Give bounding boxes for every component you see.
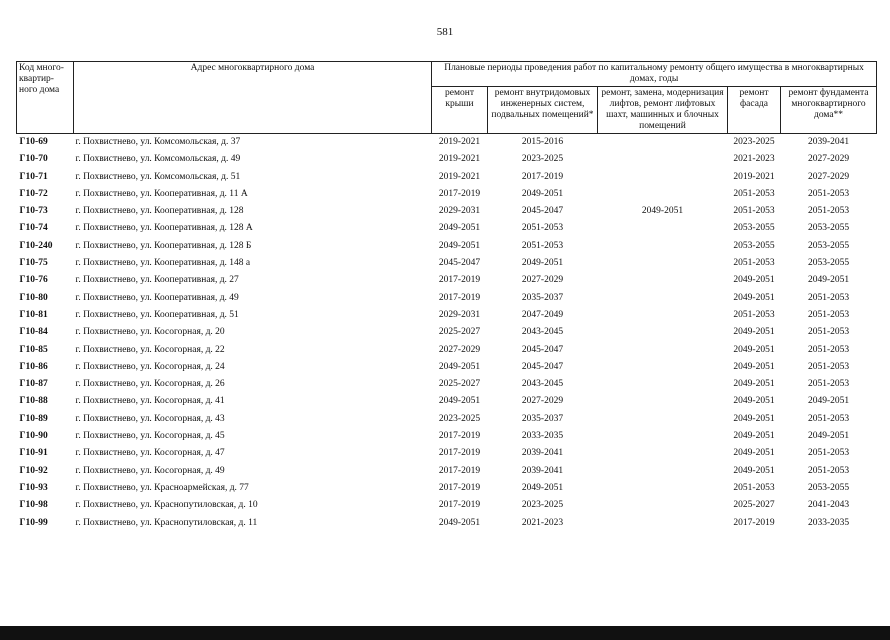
lifts-period-cell bbox=[598, 324, 728, 341]
table-row bbox=[17, 411, 877, 428]
address-cell: г. Похвистнево, ул. Краснопутиловская, д. 11 bbox=[75, 517, 258, 528]
house-code-cell: Г10-84 bbox=[19, 327, 48, 338]
systems-period-cell: 2027-2029 bbox=[521, 275, 564, 286]
facade-period-cell: 2049-2051 bbox=[733, 379, 775, 390]
facade-period-cell: 2049-2051 bbox=[733, 275, 775, 286]
lifts-period-cell bbox=[598, 307, 728, 324]
facade-period-cell: 2053-2055 bbox=[733, 223, 775, 234]
systems-period-cell: 2043-2045 bbox=[521, 379, 564, 390]
systems-period-cell: 2035-2037 bbox=[521, 292, 564, 303]
address-cell: г. Похвистнево, ул. Косогорная, д. 49 bbox=[75, 465, 225, 476]
systems-period-cell: 2051-2053 bbox=[521, 223, 564, 234]
table-body bbox=[17, 134, 877, 532]
facade-period-cell: 2023-2025 bbox=[733, 137, 775, 147]
house-code-cell: Г10-69 bbox=[19, 137, 48, 147]
foundation-period-cell: 2027-2029 bbox=[807, 171, 850, 182]
address-cell: г. Похвистнево, ул. Кооперативная, д. 27 bbox=[75, 275, 239, 286]
facade-period-cell: 2051-2053 bbox=[733, 309, 775, 320]
systems-period-cell: 2049-2051 bbox=[521, 482, 564, 493]
lifts-period-cell bbox=[598, 515, 728, 532]
systems-period-cell: 2047-2049 bbox=[521, 309, 564, 320]
address-cell: г. Похвистнево, ул. Комсомольская, д. 49 bbox=[75, 154, 241, 165]
table-row bbox=[17, 169, 877, 186]
systems-period-cell: 2049-2051 bbox=[521, 188, 564, 199]
address-cell: г. Похвистнево, ул. Комсомольская, д. 51 bbox=[75, 171, 241, 182]
systems-period-cell: 2021-2023 bbox=[521, 517, 564, 528]
roof-period-cell: 2017-2019 bbox=[438, 275, 481, 286]
lifts-period-cell bbox=[598, 290, 728, 307]
foundation-period-cell: 2051-2053 bbox=[807, 379, 850, 390]
lifts-period-cell bbox=[598, 134, 728, 152]
roof-period-cell: 2045-2047 bbox=[438, 258, 481, 269]
table-row bbox=[17, 186, 877, 203]
systems-period-cell: 2035-2037 bbox=[521, 413, 564, 424]
roof-period-cell: 2029-2031 bbox=[438, 309, 481, 320]
address-cell: г. Похвистнево, ул. Косогорная, д. 47 bbox=[75, 448, 225, 459]
foundation-period-cell: 2051-2053 bbox=[807, 327, 850, 338]
table-row bbox=[17, 393, 877, 410]
facade-period-cell: 2053-2055 bbox=[733, 240, 775, 251]
house-code-cell: Г10-93 bbox=[19, 482, 48, 493]
address-cell: г. Похвистнево, ул. Косогорная, д. 24 bbox=[75, 361, 225, 372]
lifts-period-cell bbox=[598, 497, 728, 514]
roof-period-cell: 2049-2051 bbox=[438, 240, 481, 251]
foundation-period-cell: 2051-2053 bbox=[807, 448, 850, 459]
systems-period-cell: 2039-2041 bbox=[521, 448, 564, 459]
house-code-cell: Г10-75 bbox=[19, 258, 48, 269]
systems-period-cell: 2045-2047 bbox=[521, 206, 564, 217]
facade-period-cell: 2049-2051 bbox=[733, 465, 775, 476]
address-cell: г. Похвистнево, ул. Краснопутиловская, д. 10 bbox=[75, 500, 258, 511]
address-cell: г. Похвистнево, ул. Косогорная, д. 26 bbox=[75, 379, 225, 390]
lifts-period-cell bbox=[598, 238, 728, 255]
facade-period-cell: 2049-2051 bbox=[733, 344, 775, 355]
facade-period-cell: 2017-2019 bbox=[733, 517, 775, 528]
table-row bbox=[17, 238, 877, 255]
foundation-period-cell: 2053-2055 bbox=[807, 223, 850, 234]
house-code-cell: Г10-99 bbox=[19, 517, 48, 528]
house-code-cell: Г10-85 bbox=[19, 344, 48, 355]
roof-period-cell: 2019-2021 bbox=[438, 154, 481, 165]
address-cell: г. Похвистнево, ул. Косогорная, д. 45 bbox=[75, 431, 225, 442]
table-row bbox=[17, 255, 877, 272]
house-code-cell: Г10-90 bbox=[19, 431, 48, 442]
lifts-period-cell bbox=[598, 411, 728, 428]
foundation-period-cell: 2033-2035 bbox=[807, 517, 850, 528]
foundation-period-cell: 2053-2055 bbox=[807, 482, 850, 493]
lifts-period-cell bbox=[598, 376, 728, 393]
house-code-cell: Г10-71 bbox=[19, 171, 48, 182]
facade-period-cell: 2051-2053 bbox=[733, 188, 775, 199]
foundation-period-cell: 2051-2053 bbox=[807, 206, 850, 217]
systems-period-cell: 2015-2016 bbox=[521, 137, 564, 147]
table-row bbox=[17, 480, 877, 497]
roof-period-cell: 2049-2051 bbox=[438, 223, 481, 234]
page-number: 581 bbox=[436, 26, 454, 38]
roof-period-cell: 2049-2051 bbox=[438, 361, 481, 372]
facade-period-cell: 2049-2051 bbox=[733, 327, 775, 338]
lifts-period-cell bbox=[598, 186, 728, 203]
table-row bbox=[17, 307, 877, 324]
systems-period-cell: 2017-2019 bbox=[521, 171, 564, 182]
lifts-period-cell bbox=[598, 220, 728, 237]
facade-period-cell: 2049-2051 bbox=[733, 396, 775, 407]
address-cell: г. Похвистнево, ул. Кооперативная, д. 128 bbox=[75, 206, 244, 217]
house-code-cell: Г10-89 bbox=[19, 413, 48, 424]
facade-period-cell: 2021-2023 bbox=[733, 154, 775, 165]
header-lifts: ремонт, замена, модернизация лифтов, ремонт лифтовых шахт, машинных и блочных помещений bbox=[598, 87, 728, 134]
lifts-period-cell bbox=[598, 255, 728, 272]
house-code-cell: Г10-80 bbox=[19, 292, 48, 303]
table-row bbox=[17, 497, 877, 514]
address-cell: г. Похвистнево, ул. Косогорная, д. 41 bbox=[75, 396, 225, 407]
table-row bbox=[17, 376, 877, 393]
lifts-period-cell bbox=[598, 169, 728, 186]
address-cell: г. Похвистнево, ул. Красноармейская, д. 77 bbox=[75, 482, 249, 493]
table-row bbox=[17, 220, 877, 237]
systems-period-cell: 2027-2029 bbox=[521, 396, 564, 407]
foundation-period-cell: 2051-2053 bbox=[807, 188, 850, 199]
roof-period-cell: 2017-2019 bbox=[438, 188, 481, 199]
roof-period-cell: 2025-2027 bbox=[438, 327, 481, 338]
roof-period-cell: 2029-2031 bbox=[438, 206, 481, 217]
foundation-period-cell: 2049-2051 bbox=[807, 431, 850, 442]
lifts-period-cell bbox=[598, 463, 728, 480]
table-row bbox=[17, 134, 877, 152]
header-systems: ремонт внутридомовых инженерных систем, подвальных помещений* bbox=[488, 87, 598, 134]
header-address: Адрес многоквартирного дома bbox=[74, 62, 432, 134]
address-cell: г. Похвистнево, ул. Кооперативная, д. 49 bbox=[75, 292, 239, 303]
roof-period-cell: 2017-2019 bbox=[438, 431, 481, 442]
lifts-period-cell: 2049-2051 bbox=[641, 206, 684, 217]
table-row bbox=[17, 359, 877, 376]
lifts-period-cell bbox=[598, 342, 728, 359]
facade-period-cell: 2049-2051 bbox=[733, 431, 775, 442]
scan-bottom-edge bbox=[0, 626, 890, 640]
lifts-period-cell bbox=[598, 480, 728, 497]
house-code-cell: Г10-70 bbox=[19, 154, 48, 165]
house-code-cell: Г10-76 bbox=[19, 275, 48, 286]
foundation-period-cell: 2051-2053 bbox=[807, 344, 850, 355]
header-foundation: ремонт фундамента многоквартирного дома** bbox=[781, 87, 877, 134]
foundation-period-cell: 2051-2053 bbox=[807, 361, 850, 372]
foundation-period-cell: 2051-2053 bbox=[807, 292, 850, 303]
foundation-period-cell: 2053-2055 bbox=[807, 258, 850, 269]
systems-period-cell: 2033-2035 bbox=[521, 431, 564, 442]
facade-period-cell: 2049-2051 bbox=[733, 292, 775, 303]
systems-period-cell: 2045-2047 bbox=[521, 361, 564, 372]
lifts-period-cell bbox=[598, 272, 728, 289]
foundation-period-cell: 2041-2043 bbox=[807, 500, 850, 511]
roof-period-cell: 2049-2051 bbox=[438, 396, 481, 407]
house-code-cell: Г10-74 bbox=[19, 223, 48, 234]
address-cell: г. Похвистнево, ул. Кооперативная, д. 11 А bbox=[75, 188, 248, 199]
roof-period-cell: 2019-2021 bbox=[438, 171, 481, 182]
roof-period-cell: 2049-2051 bbox=[438, 517, 481, 528]
capital-repair-table bbox=[16, 61, 877, 532]
facade-period-cell: 2049-2051 bbox=[733, 413, 775, 424]
facade-period-cell: 2051-2053 bbox=[733, 258, 775, 269]
roof-period-cell: 2017-2019 bbox=[438, 500, 481, 511]
address-cell: г. Похвистнево, ул. Косогорная, д. 22 bbox=[75, 344, 225, 355]
systems-period-cell: 2043-2045 bbox=[521, 327, 564, 338]
foundation-period-cell: 2051-2053 bbox=[807, 413, 850, 424]
lifts-period-cell bbox=[598, 428, 728, 445]
address-cell: г. Похвистнево, ул. Косогорная, д. 43 bbox=[75, 413, 225, 424]
house-code-cell: Г10-98 bbox=[19, 500, 48, 511]
foundation-period-cell: 2053-2055 bbox=[807, 240, 850, 251]
roof-period-cell: 2017-2019 bbox=[438, 482, 481, 493]
systems-period-cell: 2049-2051 bbox=[521, 258, 564, 269]
house-code-cell: Г10-240 bbox=[19, 240, 53, 251]
systems-period-cell: 2045-2047 bbox=[521, 344, 564, 355]
lifts-period-cell bbox=[598, 445, 728, 462]
table-row bbox=[17, 463, 877, 480]
facade-period-cell: 2049-2051 bbox=[733, 361, 775, 372]
house-code-cell: Г10-91 bbox=[19, 448, 48, 459]
address-cell: г. Похвистнево, ул. Кооперативная, д. 128 Б bbox=[75, 240, 252, 251]
roof-period-cell: 2017-2019 bbox=[438, 465, 481, 476]
table-row bbox=[17, 151, 877, 168]
facade-period-cell: 2049-2051 bbox=[733, 448, 775, 459]
address-cell: г. Похвистнево, ул. Косогорная, д. 20 bbox=[75, 327, 225, 338]
table-row bbox=[17, 272, 877, 289]
address-cell: г. Похвистнево, ул. Кооперативная, д. 128 А bbox=[75, 223, 253, 234]
table-row bbox=[17, 515, 877, 532]
address-cell: г. Похвистнево, ул. Кооперативная, д. 148 а bbox=[75, 258, 251, 269]
header-periods: Плановые периоды проведения работ по капитальному ремонту общего имущества в многоквартирных домах, годы bbox=[432, 62, 877, 87]
foundation-period-cell: 2027-2029 bbox=[807, 154, 850, 165]
foundation-period-cell: 2049-2051 bbox=[807, 396, 850, 407]
roof-period-cell: 2019-2021 bbox=[438, 137, 481, 147]
header-roof: ремонт крыши bbox=[432, 87, 488, 134]
facade-period-cell: 2025-2027 bbox=[733, 500, 775, 511]
facade-period-cell: 2051-2053 bbox=[733, 206, 775, 217]
foundation-period-cell: 2039-2041 bbox=[807, 137, 850, 147]
house-code-cell: Г10-73 bbox=[19, 206, 48, 217]
header-code: Код много-квартир-ного дома bbox=[17, 62, 74, 134]
address-cell: г. Похвистнево, ул. Кооперативная, д. 51 bbox=[75, 309, 239, 320]
foundation-period-cell: 2049-2051 bbox=[807, 275, 850, 286]
roof-period-cell: 2025-2027 bbox=[438, 379, 481, 390]
roof-period-cell: 2017-2019 bbox=[438, 448, 481, 459]
address-cell: г. Похвистнево, ул. Комсомольская, д. 37 bbox=[75, 137, 241, 147]
house-code-cell: Г10-87 bbox=[19, 379, 48, 390]
lifts-period-cell bbox=[598, 359, 728, 376]
table-row bbox=[17, 290, 877, 307]
roof-period-cell: 2027-2029 bbox=[438, 344, 481, 355]
table-row bbox=[17, 203, 877, 220]
foundation-period-cell: 2051-2053 bbox=[807, 309, 850, 320]
roof-period-cell: 2017-2019 bbox=[438, 292, 481, 303]
lifts-period-cell bbox=[598, 393, 728, 410]
table-row bbox=[17, 324, 877, 341]
house-code-cell: Г10-81 bbox=[19, 309, 48, 320]
facade-period-cell: 2051-2053 bbox=[733, 482, 775, 493]
house-code-cell: Г10-88 bbox=[19, 396, 48, 407]
roof-period-cell: 2023-2025 bbox=[438, 413, 481, 424]
header-facade: ремонт фасада bbox=[728, 87, 781, 134]
systems-period-cell: 2023-2025 bbox=[521, 154, 564, 165]
table-row bbox=[17, 445, 877, 462]
systems-period-cell: 2023-2025 bbox=[521, 500, 564, 511]
facade-period-cell: 2019-2021 bbox=[733, 171, 775, 182]
house-code-cell: Г10-92 bbox=[19, 465, 48, 476]
systems-period-cell: 2039-2041 bbox=[521, 465, 564, 476]
lifts-period-cell bbox=[598, 151, 728, 168]
table-row bbox=[17, 428, 877, 445]
house-code-cell: Г10-86 bbox=[19, 361, 48, 372]
house-code-cell: Г10-72 bbox=[19, 188, 48, 199]
systems-period-cell: 2051-2053 bbox=[521, 240, 564, 251]
foundation-period-cell: 2051-2053 bbox=[807, 465, 850, 476]
table-row bbox=[17, 342, 877, 359]
